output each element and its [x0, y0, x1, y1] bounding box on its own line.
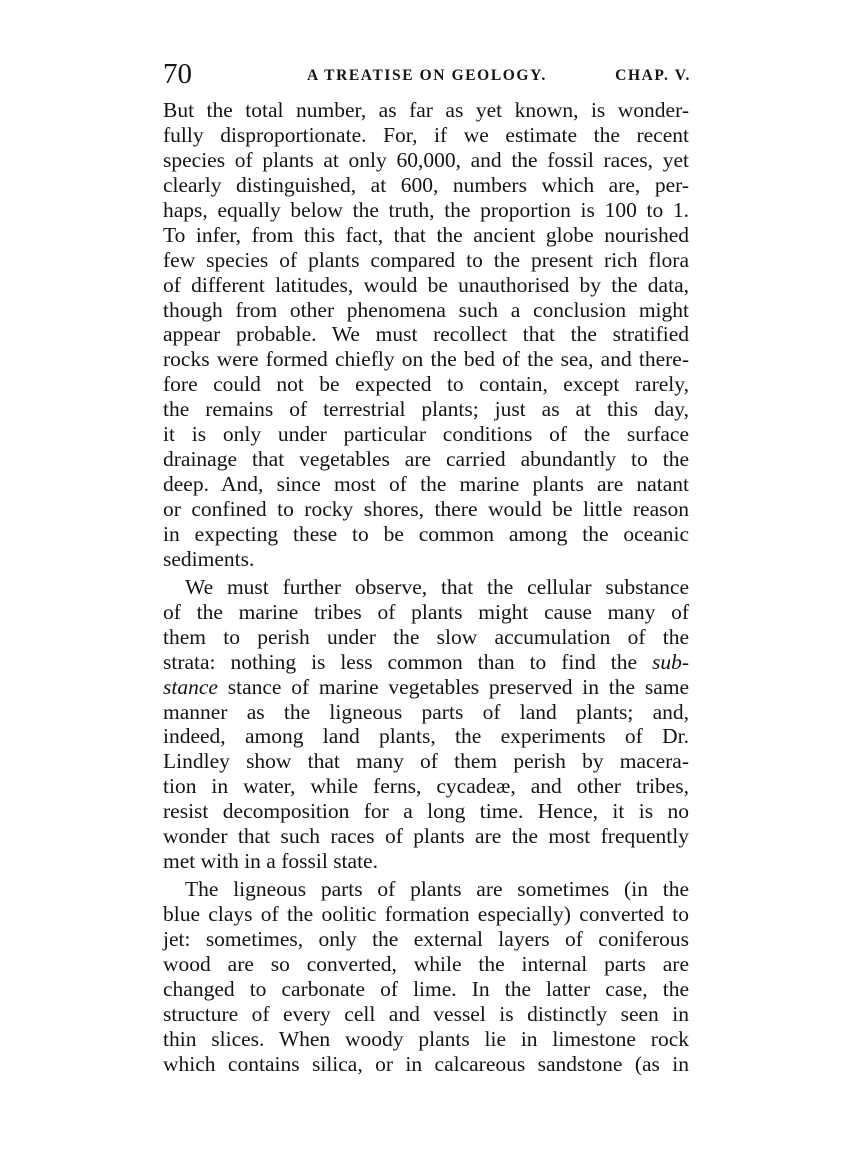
text-line: drainage that vegetables are carried abundantly to the [163, 447, 689, 472]
text-line-with-italic [163, 650, 689, 675]
text-line: met with in a fossil state. [163, 849, 378, 874]
text-line: tion in water, while ferns, cycadeæ, and other tribes, [163, 774, 689, 799]
text-line: wonder that such races of plants are the most frequently [163, 824, 689, 849]
text-line: deep. And, since most of the marine plants are natant [163, 472, 689, 497]
paragraph-2 [163, 575, 689, 874]
text-line: indeed, among land plants, the experiments of Dr. [163, 724, 689, 749]
text-line: them to perish under the slow accumulation of the [163, 624, 689, 649]
italic-word: sub- [651, 649, 689, 674]
text-line: in expecting these to be common among the oceanic [163, 521, 689, 546]
text-line: of different latitudes, would be unauthorised by the data, [163, 272, 689, 297]
text-line: jet: sometimes, only the external layers of coniferous [163, 926, 689, 951]
running-title: A TREATISE ON GEOLOGY. [307, 67, 547, 84]
text-line: appear probable. We must recollect that the stratified [163, 322, 689, 347]
running-head [163, 56, 691, 96]
text-line: We must further observe, that the cellular substance [185, 574, 689, 599]
text-segment: stance of marine vegetables preserved in the same [227, 674, 690, 699]
text-line: manner as the ligneous parts of land plants; and, [163, 699, 689, 724]
text-line-with-italic [163, 675, 689, 700]
paragraph-1 [163, 98, 689, 572]
text-line: few species of plants compared to the present rich flora [163, 247, 689, 272]
text-line: clearly distinguished, at 600, numbers which are, per- [163, 172, 689, 197]
text-line: fore could not be expected to contain, except rarely, [163, 372, 689, 397]
text-line: thin slices. When woody plants lie in limestone rock [163, 1026, 689, 1051]
text-line: of the marine tribes of plants might cause many of [163, 599, 689, 624]
text-line: the remains of terrestrial plants; just as at this day, [163, 397, 689, 422]
text-line: which contains silica, or in calcareous sandstone (as in [163, 1051, 689, 1076]
text-line: blue clays of the oolitic formation especially) converted to [163, 902, 689, 926]
text-line: To infer, from this fact, that the ancient globe nourished [163, 222, 689, 247]
text-line: fully disproportionate. For, if we estimate the recent [163, 122, 689, 147]
text-line: Lindley show that many of them perish by macera- [163, 749, 689, 774]
text-line: sediments. [163, 546, 255, 571]
text-line: The ligneous parts of plants are sometimes (in the [185, 877, 689, 902]
paragraph-3 [163, 877, 689, 1077]
text-segment: strata: nothing is less common than to find the [163, 649, 652, 674]
text-line: though from other phenomena such a conclusion might [163, 297, 689, 322]
text-line: structure of every cell and vessel is distinctly seen in [163, 1001, 689, 1026]
chapter-label: CHAP. V. [615, 67, 691, 84]
text-line: changed to carbonate of lime. In the latter case, the [163, 976, 689, 1001]
text-line: species of plants at only 60,000, and the fossil races, yet [163, 147, 689, 172]
italic-word: stance [163, 674, 218, 699]
text-line: wood are so converted, while the internal parts are [163, 951, 689, 976]
text-line: resist decomposition for a long time. Hence, it is no [163, 799, 689, 824]
text-line: it is only under particular conditions of the surface [163, 422, 689, 447]
body-text [163, 98, 689, 1077]
page-number: 70 [163, 58, 192, 90]
text-line: rocks were formed chiefly on the bed of the sea, and there- [163, 347, 689, 372]
text-line: haps, equally below the truth, the proportion is 100 to 1. [163, 197, 689, 222]
text-line: But the total number, as far as yet known, is wonder- [163, 98, 689, 122]
text-line: or confined to rocky shores, there would be little reason [163, 497, 689, 521]
